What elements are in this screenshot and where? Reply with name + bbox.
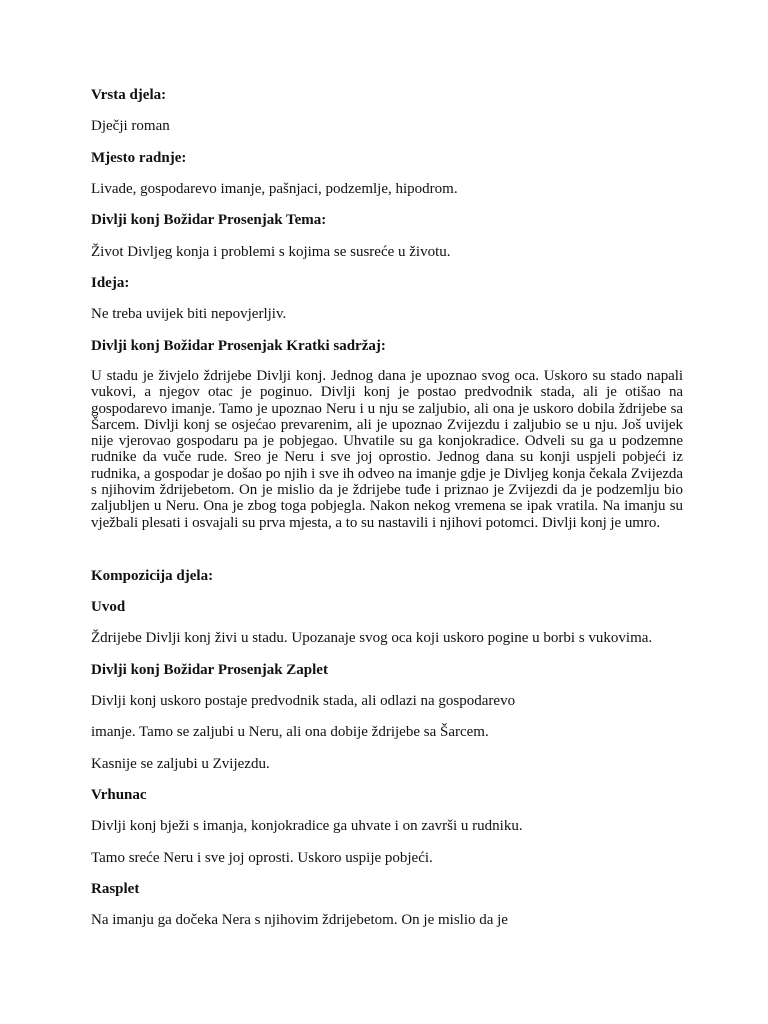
text-rasplet-1: Na imanju ga dočeka Nera s njihovim ždrijebetom. On je mislio da je bbox=[91, 912, 508, 928]
text-kratki-sadrzaj: U stadu je živjelo ždrijebe Divlji konj. Jednog dana je upoznao svog oca. Uskoro su stado napali vukovi, a njegov otac je poginuo. Divlji konj je postao predvodnik stada, ali je otišao na gospodarevo imanje. Tamo je upoznao Neru i u nju se zaljubio, ali ona je uskoro dobila ždrijebe sa Šarcem. Divlji konj se osjećao prevarenim, ali je upoznao Zvijezdu i zaljubio se u nju. Još uvijek nije vjerovao gospodaru pa je pobjegao. Uhvatile su ga konjokradice. Odveli su ga u podzemne rudnike da vuče rude. Sreo je Neru i sve joj oprostio. Jednog dana su konji uspjeli pobjeći iz rudnika, a gospodar je došao po njih i sve ih odveo na imanje gdje je Divljeg konja čekala Zvijezda s njihovim ždrijebetom. On je mislio da je ždrijebe tuđe i priznao je Zvijezdi da je podzemlju bio zaljubljen u Neru. Ona je zbog toga pobjegla. Nakon nekog vremena se ipak vratila. Na imanju su vježbali plesati i osvajali su prva mjesta, a to su nastavili i njihovi potomci. Divlji konj je umro. bbox=[91, 368, 683, 531]
text-zaplet-3: Kasnije se zaljubi u Zvijezdu. bbox=[91, 756, 270, 772]
heading-ideja: Ideja: bbox=[91, 275, 130, 291]
heading-vrhunac: Vrhunac bbox=[91, 787, 147, 803]
heading-kompozicija: Kompozicija djela: bbox=[91, 568, 214, 584]
text-uvod: Ždrijebe Divlji konj živi u stadu. Upozanaje svog oca koji uskoro pogine u borbi s vukovima. bbox=[91, 630, 653, 646]
heading-rasplet: Rasplet bbox=[91, 881, 140, 897]
text-tema: Život Divljeg konja i problemi s kojima se susreće u životu. bbox=[91, 244, 451, 260]
heading-kratki-sadrzaj: Divlji konj Božidar Prosenjak Kratki sadržaj: bbox=[91, 338, 386, 354]
text-vrhunac-1: Divlji konj bježi s imanja, konjokradice ga uhvate i on završi u rudniku. bbox=[91, 818, 523, 834]
text-mjesto-radnje: Livade, gospodarevo imanje, pašnjaci, podzemlje, hipodrom. bbox=[91, 181, 458, 197]
heading-uvod: Uvod bbox=[91, 599, 126, 615]
text-ideja: Ne treba uvijek biti nepovjerljiv. bbox=[91, 306, 287, 322]
heading-zaplet: Divlji konj Božidar Prosenjak Zaplet bbox=[91, 662, 328, 678]
text-vrhunac-2: Tamo sreće Neru i sve joj oprosti. Uskoro uspije pobjeći. bbox=[91, 850, 433, 866]
heading-mjesto-radnje: Mjesto radnje: bbox=[91, 150, 187, 166]
heading-tema: Divlji konj Božidar Prosenjak Tema: bbox=[91, 212, 327, 228]
text-zaplet-1: Divlji konj uskoro postaje predvodnik stada, ali odlazi na gospodarevo bbox=[91, 693, 516, 709]
text-vrsta-djela: Dječji roman bbox=[91, 118, 170, 134]
heading-vrsta-djela: Vrsta djela: bbox=[91, 87, 167, 103]
text-zaplet-2: imanje. Tamo se zaljubi u Neru, ali ona dobije ždrijebe sa Šarcem. bbox=[91, 724, 489, 740]
